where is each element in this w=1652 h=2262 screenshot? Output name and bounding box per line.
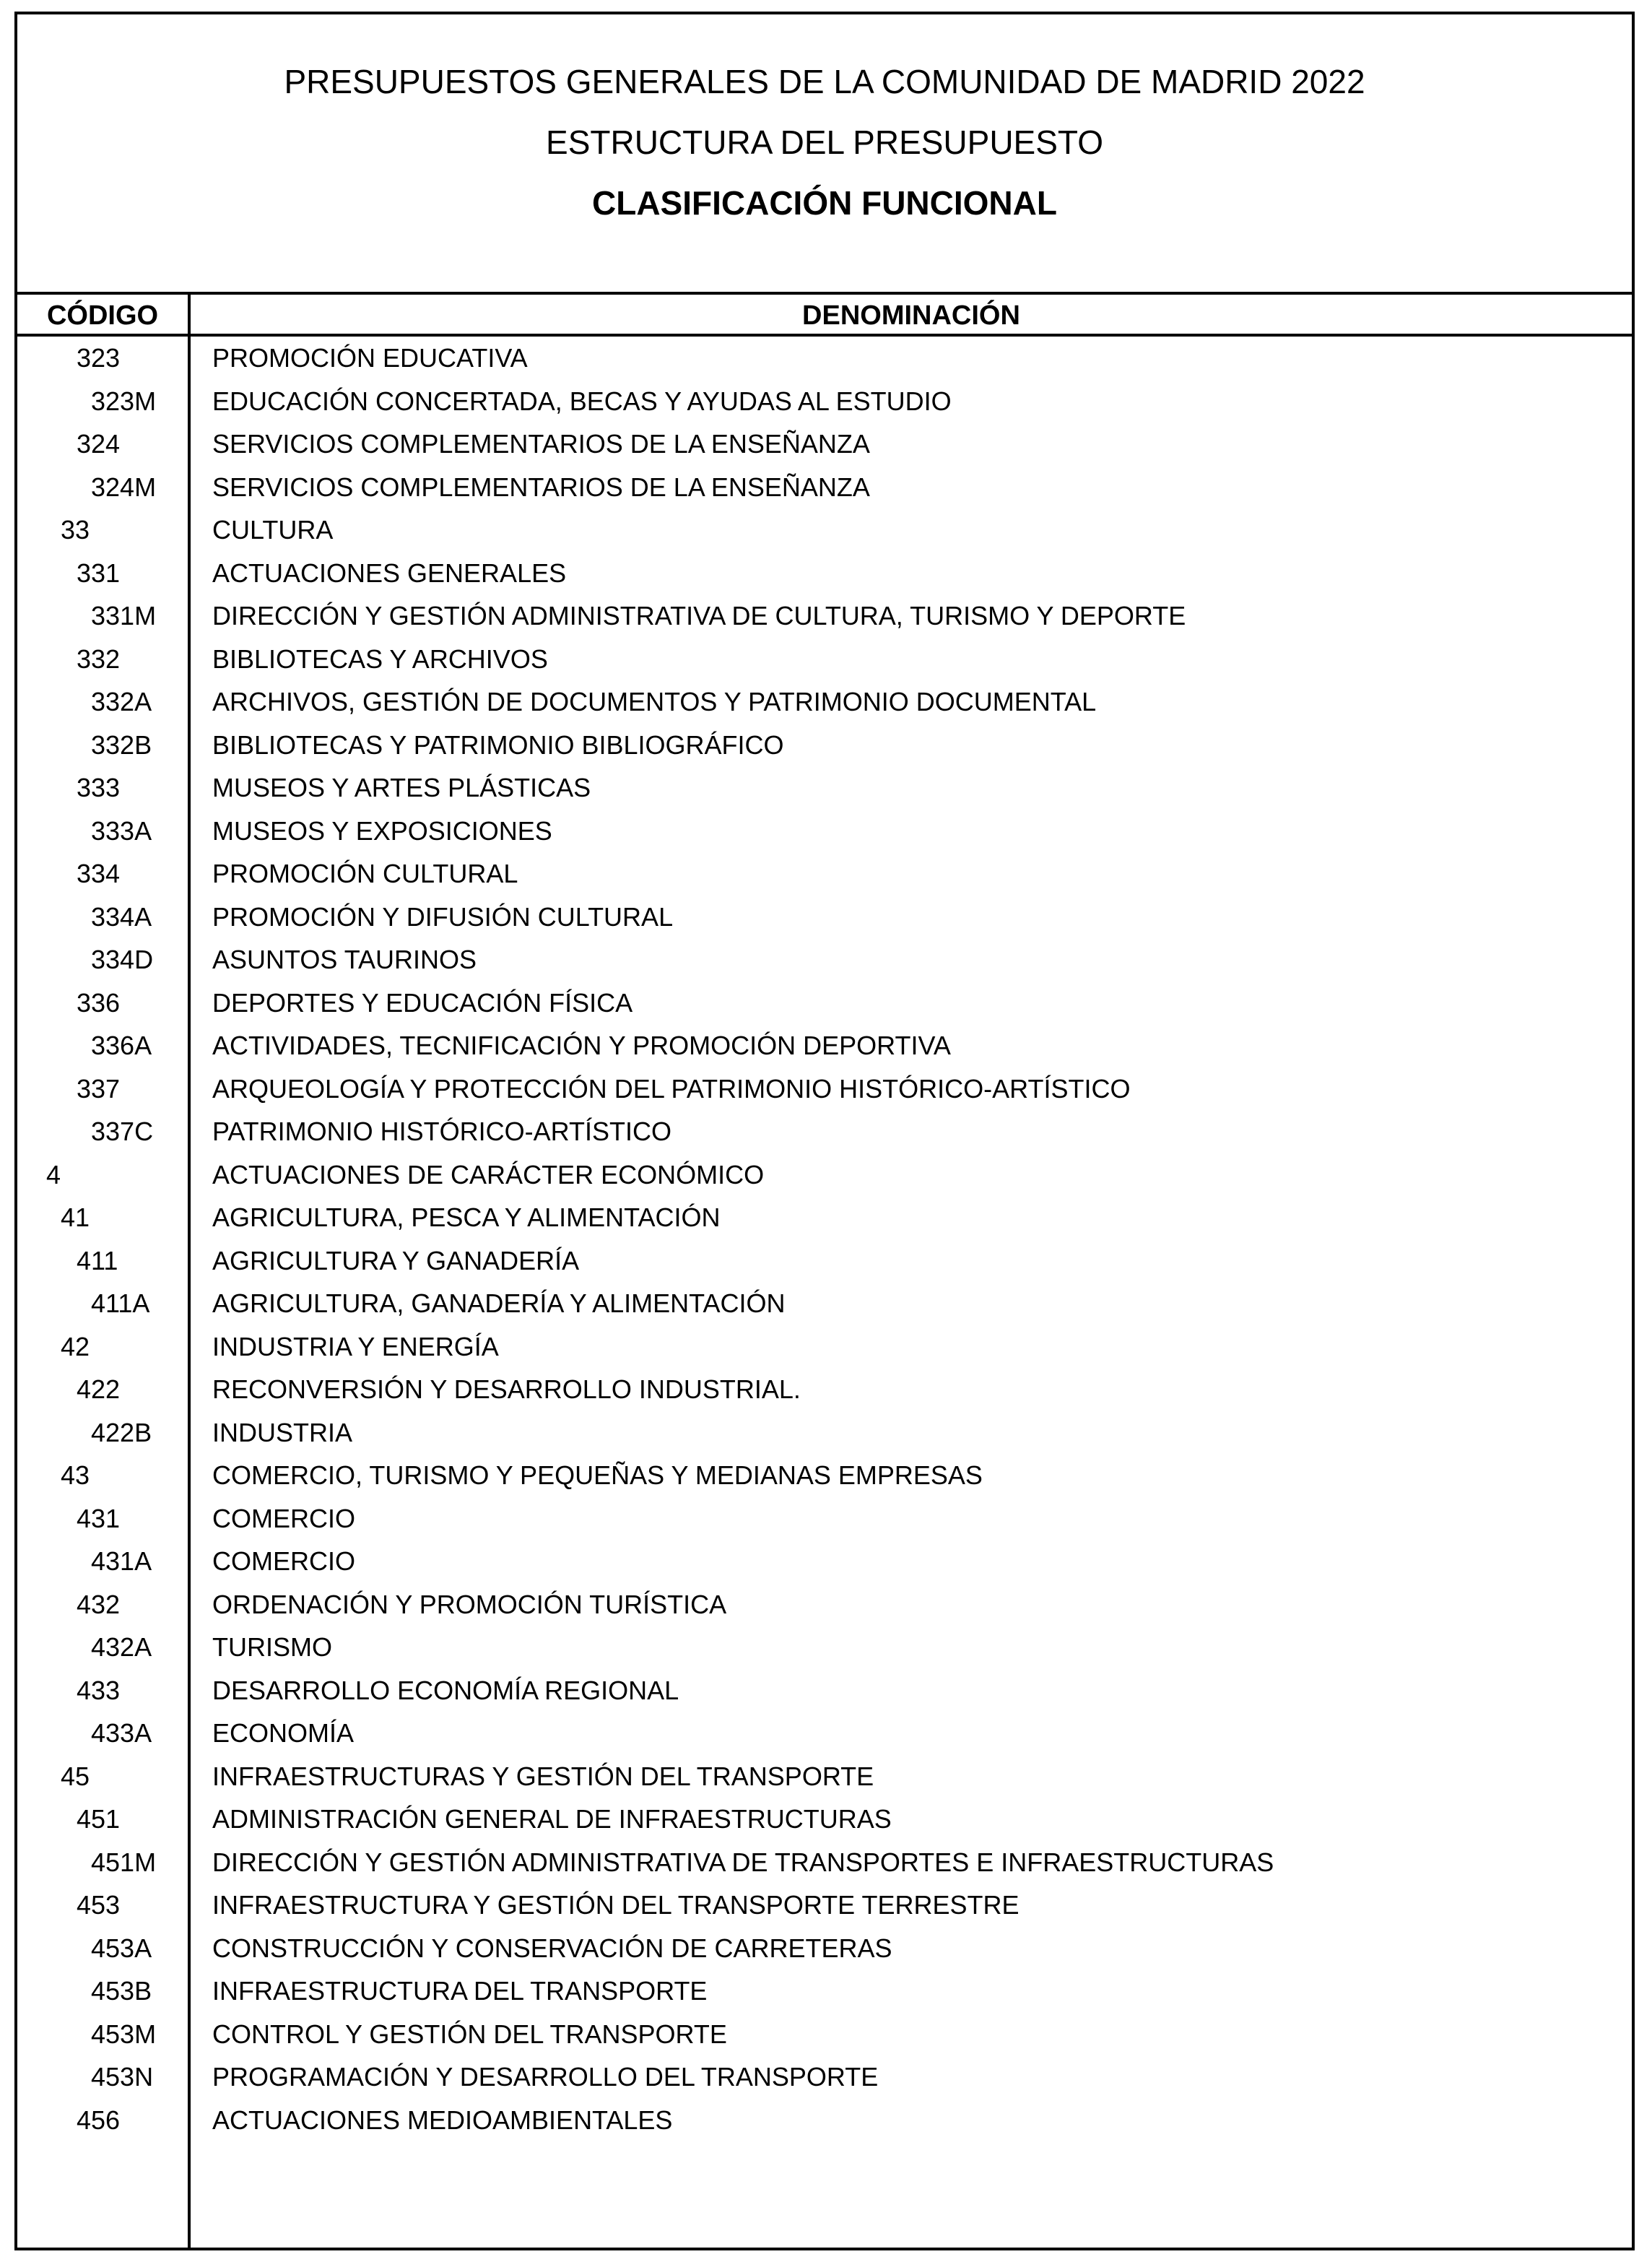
row-code: 4 xyxy=(46,1159,61,1190)
table-row xyxy=(17,810,1632,853)
row-code: 333A xyxy=(91,815,152,846)
table-row xyxy=(17,1841,1632,1884)
row-code: 451 xyxy=(77,1804,121,1834)
row-denomination: EDUCACIÓN CONCERTADA, BECAS Y AYUDAS AL ESTUDIO xyxy=(212,386,952,416)
row-denomination: INDUSTRIA Y ENERGÍA xyxy=(212,1331,499,1361)
row-denomination: DESARROLLO ECONOMÍA REGIONAL xyxy=(212,1675,679,1705)
table-row xyxy=(17,1583,1632,1626)
row-code: 323 xyxy=(77,343,121,373)
row-denomination: RECONVERSIÓN Y DESARROLLO INDUSTRIAL. xyxy=(212,1374,801,1404)
row-code: 432 xyxy=(77,1589,121,1619)
row-denomination: BIBLIOTECAS Y ARCHIVOS xyxy=(212,644,548,674)
row-denomination: ARQUEOLOGÍA Y PROTECCIÓN DEL PATRIMONIO HISTÓRICO-ARTÍSTICO xyxy=(212,1073,1131,1104)
row-denomination: ACTUACIONES DE CARÁCTER ECONÓMICO xyxy=(212,1159,765,1190)
row-denomination: SERVICIOS COMPLEMENTARIOS DE LA ENSEÑANZA xyxy=(212,472,870,502)
row-code: 332A xyxy=(91,687,152,716)
table-row xyxy=(17,2013,1632,2056)
table-row xyxy=(17,1153,1632,1197)
row-code: 33 xyxy=(61,515,90,545)
table-row xyxy=(17,982,1632,1025)
row-code: 334A xyxy=(91,901,152,932)
table-row xyxy=(17,1540,1632,1583)
row-code: 336A xyxy=(91,1031,152,1060)
row-denomination: DEPORTES Y EDUCACIÓN FÍSICA xyxy=(212,987,633,1018)
row-code: 323M xyxy=(91,386,157,416)
table-row xyxy=(17,1368,1632,1411)
row-code: 411A xyxy=(91,1288,150,1318)
table-row xyxy=(17,1024,1632,1067)
table-row xyxy=(17,852,1632,896)
row-code: 433 xyxy=(77,1675,121,1705)
table-row xyxy=(17,1755,1632,1798)
table-row xyxy=(17,594,1632,638)
row-denomination: PROGRAMACIÓN Y DESARROLLO DEL TRANSPORTE xyxy=(212,2062,879,2092)
table-row xyxy=(17,1454,1632,1497)
row-denomination: MUSEOS Y EXPOSICIONES xyxy=(212,815,552,846)
row-code: 42 xyxy=(61,1331,90,1361)
table-row xyxy=(17,508,1632,552)
table-row xyxy=(17,1067,1632,1111)
row-denomination: ACTUACIONES GENERALES xyxy=(212,558,567,588)
row-code: 453A xyxy=(91,1933,152,1963)
row-code: 453M xyxy=(91,2019,157,2049)
row-denomination: INFRAESTRUCTURA DEL TRANSPORTE xyxy=(212,1976,708,2006)
table-row xyxy=(17,1626,1632,1669)
table-row xyxy=(17,1669,1632,1712)
table-row xyxy=(17,552,1632,595)
row-code: 451M xyxy=(91,1847,157,1877)
row-code: 332 xyxy=(77,644,121,674)
row-code: 41 xyxy=(61,1202,90,1232)
row-denomination: INDUSTRIA xyxy=(212,1417,353,1447)
row-denomination: PROMOCIÓN EDUCATIVA xyxy=(212,343,528,373)
row-denomination: DIRECCIÓN Y GESTIÓN ADMINISTRATIVA DE CULTURA, TURISMO Y DEPORTE xyxy=(212,601,1186,630)
table-row xyxy=(17,680,1632,724)
row-code: 456 xyxy=(77,2105,121,2135)
document-title: PRESUPUESTOS GENERALES DE LA COMUNIDAD DE MADRID 2022 xyxy=(284,63,1365,100)
table-row xyxy=(17,1196,1632,1239)
row-code: 411 xyxy=(77,1245,118,1275)
row-denomination: ACTIVIDADES, TECNIFICACIÓN Y PROMOCIÓN DEPORTIVA xyxy=(212,1031,951,1060)
row-denomination: CULTURA xyxy=(212,515,334,545)
table-row xyxy=(17,2099,1632,2142)
table-row xyxy=(17,466,1632,509)
document-subtitle: ESTRUCTURA DEL PRESUPUESTO xyxy=(546,124,1103,161)
table-row xyxy=(17,896,1632,939)
table-row xyxy=(17,1970,1632,2013)
table-row xyxy=(17,938,1632,982)
table-row xyxy=(17,1110,1632,1153)
table-row xyxy=(17,380,1632,423)
row-code: 324 xyxy=(77,429,121,459)
document-frame xyxy=(14,12,1635,2250)
table-row xyxy=(17,766,1632,810)
table-row xyxy=(17,1497,1632,1540)
column-header-code: CÓDIGO xyxy=(46,300,159,331)
row-code: 422 xyxy=(77,1374,121,1404)
row-denomination: COMERCIO xyxy=(212,1503,355,1533)
table-row xyxy=(17,638,1632,681)
table-row xyxy=(17,337,1632,380)
row-code: 431 xyxy=(77,1503,121,1533)
row-denomination: MUSEOS Y ARTES PLÁSTICAS xyxy=(212,773,591,802)
table-row xyxy=(17,1325,1632,1369)
title-block xyxy=(17,14,1632,292)
row-denomination: BIBLIOTECAS Y PATRIMONIO BIBLIOGRÁFICO xyxy=(212,729,784,760)
row-code: 453B xyxy=(91,1976,152,2006)
row-denomination: PATRIMONIO HISTÓRICO-ARTÍSTICO xyxy=(212,1117,672,1146)
row-denomination: COMERCIO xyxy=(212,1546,355,1576)
table-row xyxy=(17,1239,1632,1283)
table-row xyxy=(17,1411,1632,1455)
table-row xyxy=(17,1798,1632,1841)
table-row xyxy=(17,1884,1632,1927)
row-code: 43 xyxy=(61,1460,90,1490)
row-denomination: CONSTRUCCIÓN Y CONSERVACIÓN DE CARRETERAS xyxy=(212,1933,892,1963)
row-denomination: PROMOCIÓN CULTURAL xyxy=(212,859,518,888)
table-row xyxy=(17,724,1632,767)
row-code: 45 xyxy=(61,1761,90,1791)
table-row xyxy=(17,1927,1632,1970)
row-denomination: CONTROL Y GESTIÓN DEL TRANSPORTE xyxy=(212,2019,727,2049)
table-row xyxy=(17,1282,1632,1325)
row-denomination: INFRAESTRUCTURA Y GESTIÓN DEL TRANSPORTE TERRESTRE xyxy=(212,1890,1020,1920)
table-row xyxy=(17,1712,1632,1755)
row-denomination: ASUNTOS TAURINOS xyxy=(212,945,477,974)
row-denomination: DIRECCIÓN Y GESTIÓN ADMINISTRATIVA DE TRANSPORTES E INFRAESTRUCTURAS xyxy=(212,1847,1274,1877)
classification-title: CLASIFICACIÓN FUNCIONAL xyxy=(592,184,1057,222)
row-code: 332B xyxy=(91,729,152,760)
row-code: 334 xyxy=(77,859,121,888)
row-denomination: COMERCIO, TURISMO Y PEQUEÑAS Y MEDIANAS EMPRESAS xyxy=(212,1460,983,1490)
row-denomination: TURISMO xyxy=(212,1632,332,1662)
row-denomination: AGRICULTURA, GANADERÍA Y ALIMENTACIÓN xyxy=(212,1288,786,1318)
table-row xyxy=(17,2055,1632,2099)
row-code: 432A xyxy=(91,1632,152,1662)
row-code: 331M xyxy=(91,601,157,630)
row-code: 431A xyxy=(91,1546,152,1576)
table-body xyxy=(17,337,1632,2141)
row-code: 453N xyxy=(91,2062,154,2092)
row-code: 334D xyxy=(91,945,154,974)
row-denomination: ECONOMÍA xyxy=(212,1718,355,1748)
row-code: 333 xyxy=(77,773,121,802)
row-denomination: INFRAESTRUCTURAS Y GESTIÓN DEL TRANSPORTE xyxy=(212,1761,874,1791)
row-denomination: AGRICULTURA, PESCA Y ALIMENTACIÓN xyxy=(212,1202,721,1232)
row-denomination: SERVICIOS COMPLEMENTARIOS DE LA ENSEÑANZA xyxy=(212,429,870,459)
table-row xyxy=(17,422,1632,466)
row-code: 422B xyxy=(91,1417,152,1447)
row-denomination: PROMOCIÓN Y DIFUSIÓN CULTURAL xyxy=(212,901,674,932)
row-denomination: ORDENACIÓN Y PROMOCIÓN TURÍSTICA xyxy=(212,1589,727,1619)
row-code: 337 xyxy=(77,1073,121,1104)
table-header xyxy=(17,292,1632,337)
row-denomination: ARCHIVOS, GESTIÓN DE DOCUMENTOS Y PATRIMONIO DOCUMENTAL xyxy=(212,687,1097,716)
column-header-denomination: DENOMINACIÓN xyxy=(802,300,1020,331)
row-denomination: AGRICULTURA Y GANADERÍA xyxy=(212,1245,580,1275)
row-code: 324M xyxy=(91,472,157,502)
row-code: 453 xyxy=(77,1890,121,1920)
row-code: 433A xyxy=(91,1718,152,1748)
row-code: 337C xyxy=(91,1117,154,1146)
row-denomination: ADMINISTRACIÓN GENERAL DE INFRAESTRUCTURAS xyxy=(212,1804,892,1834)
row-code: 331 xyxy=(77,558,121,588)
row-code: 336 xyxy=(77,987,121,1018)
row-denomination: ACTUACIONES MEDIOAMBIENTALES xyxy=(212,2105,673,2135)
